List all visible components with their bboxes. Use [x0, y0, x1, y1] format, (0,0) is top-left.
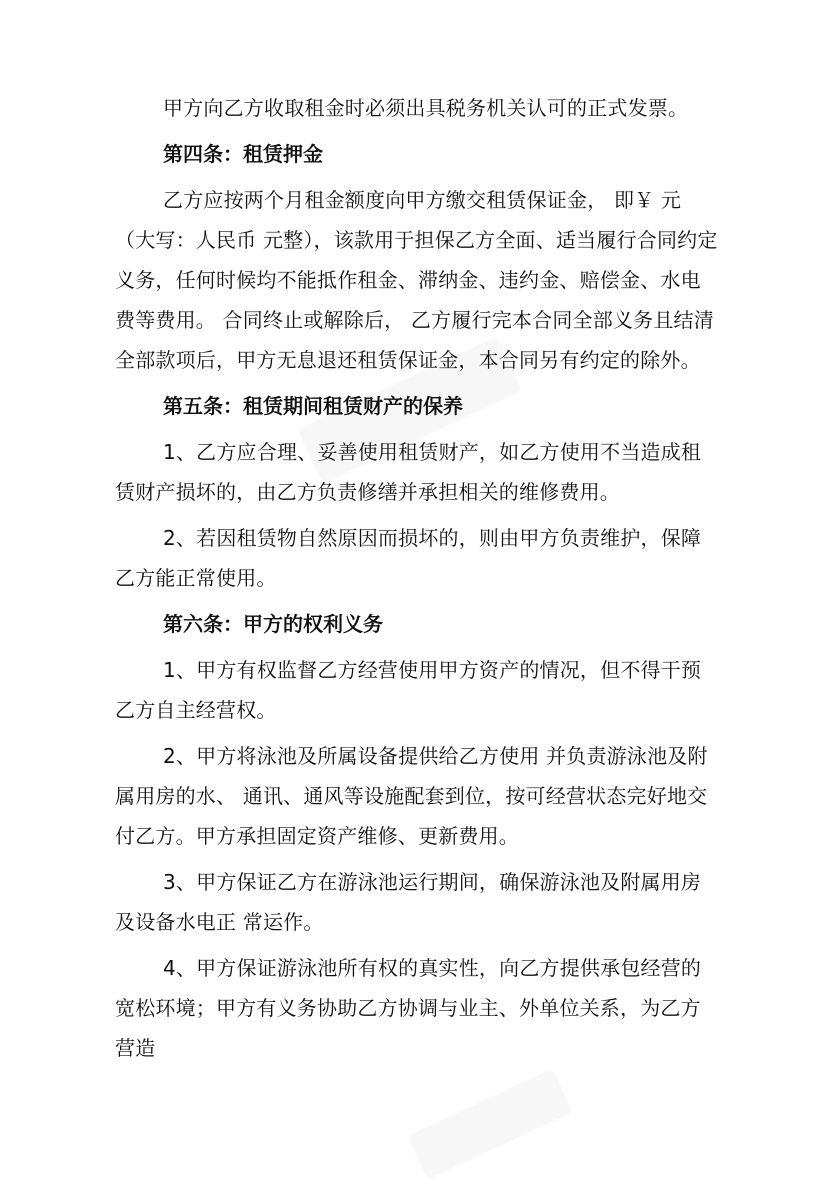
paragraph-maintenance-2: 2、若因租赁物自然原因而损坏的，则由甲方负责维护，保障乙方能正常使用。: [115, 526, 702, 590]
heading-article-5: 第五条：租赁期间租赁财产的保养: [163, 394, 463, 418]
heading-article-4: 第四条：租赁押金: [163, 142, 323, 166]
paragraph-rights-3: 3、甲方保证乙方在游泳池运行期间，确保游泳池及附属用房及设备水电正 常运作。: [115, 870, 702, 934]
heading-article-6: 第六条：甲方的权利义务: [163, 612, 383, 636]
watermark-corner: [407, 1068, 572, 1179]
paragraph-rights-4: 4、甲方保证游泳池所有权的真实性，向乙方提供承包经营的宽松环境；甲方有义务协助乙方协调与业主、外单位关系，为乙方营造: [115, 956, 702, 1060]
paragraph-deposit: 乙方应按两个月租金额度向甲方缴交租赁保证金， 即￥ 元（大写：人民币 元整），该款用于担保乙方全面、适当履行合同约定义务，任何时候均不能抵作租金、滞纳金、违约金、赔偿金、水电费等费用。 合同终止或解除后， 乙方履行完本合同全部义务且结清全部款项后，甲方无息退还租赁保证金，本合同另有约定的除外。: [115, 188, 718, 372]
paragraph-maintenance-1: 1、乙方应合理、妥善使用租赁财产，如乙方使用不当造成租赁财产损坏的，由乙方负责修缮并承担相关的维修费用。: [115, 440, 702, 504]
document-body: [115, 88, 720, 1074]
paragraph-rights-2: 2、甲方将泳池及所属设备提供给乙方使用 并负责游泳池及附属用房的水、 通讯、通风等设施配套到位，按可经营状态完好地交付乙方。甲方承担固定资产维修、更新费用。: [115, 744, 708, 848]
paragraph-invoice: 甲方向乙方收取租金时必须出具税务机关认可的正式发票。: [163, 96, 689, 120]
paragraph-rights-1: 1、甲方有权监督乙方经营使用甲方资产的情况，但不得干预乙方自主经营权。: [115, 658, 702, 722]
